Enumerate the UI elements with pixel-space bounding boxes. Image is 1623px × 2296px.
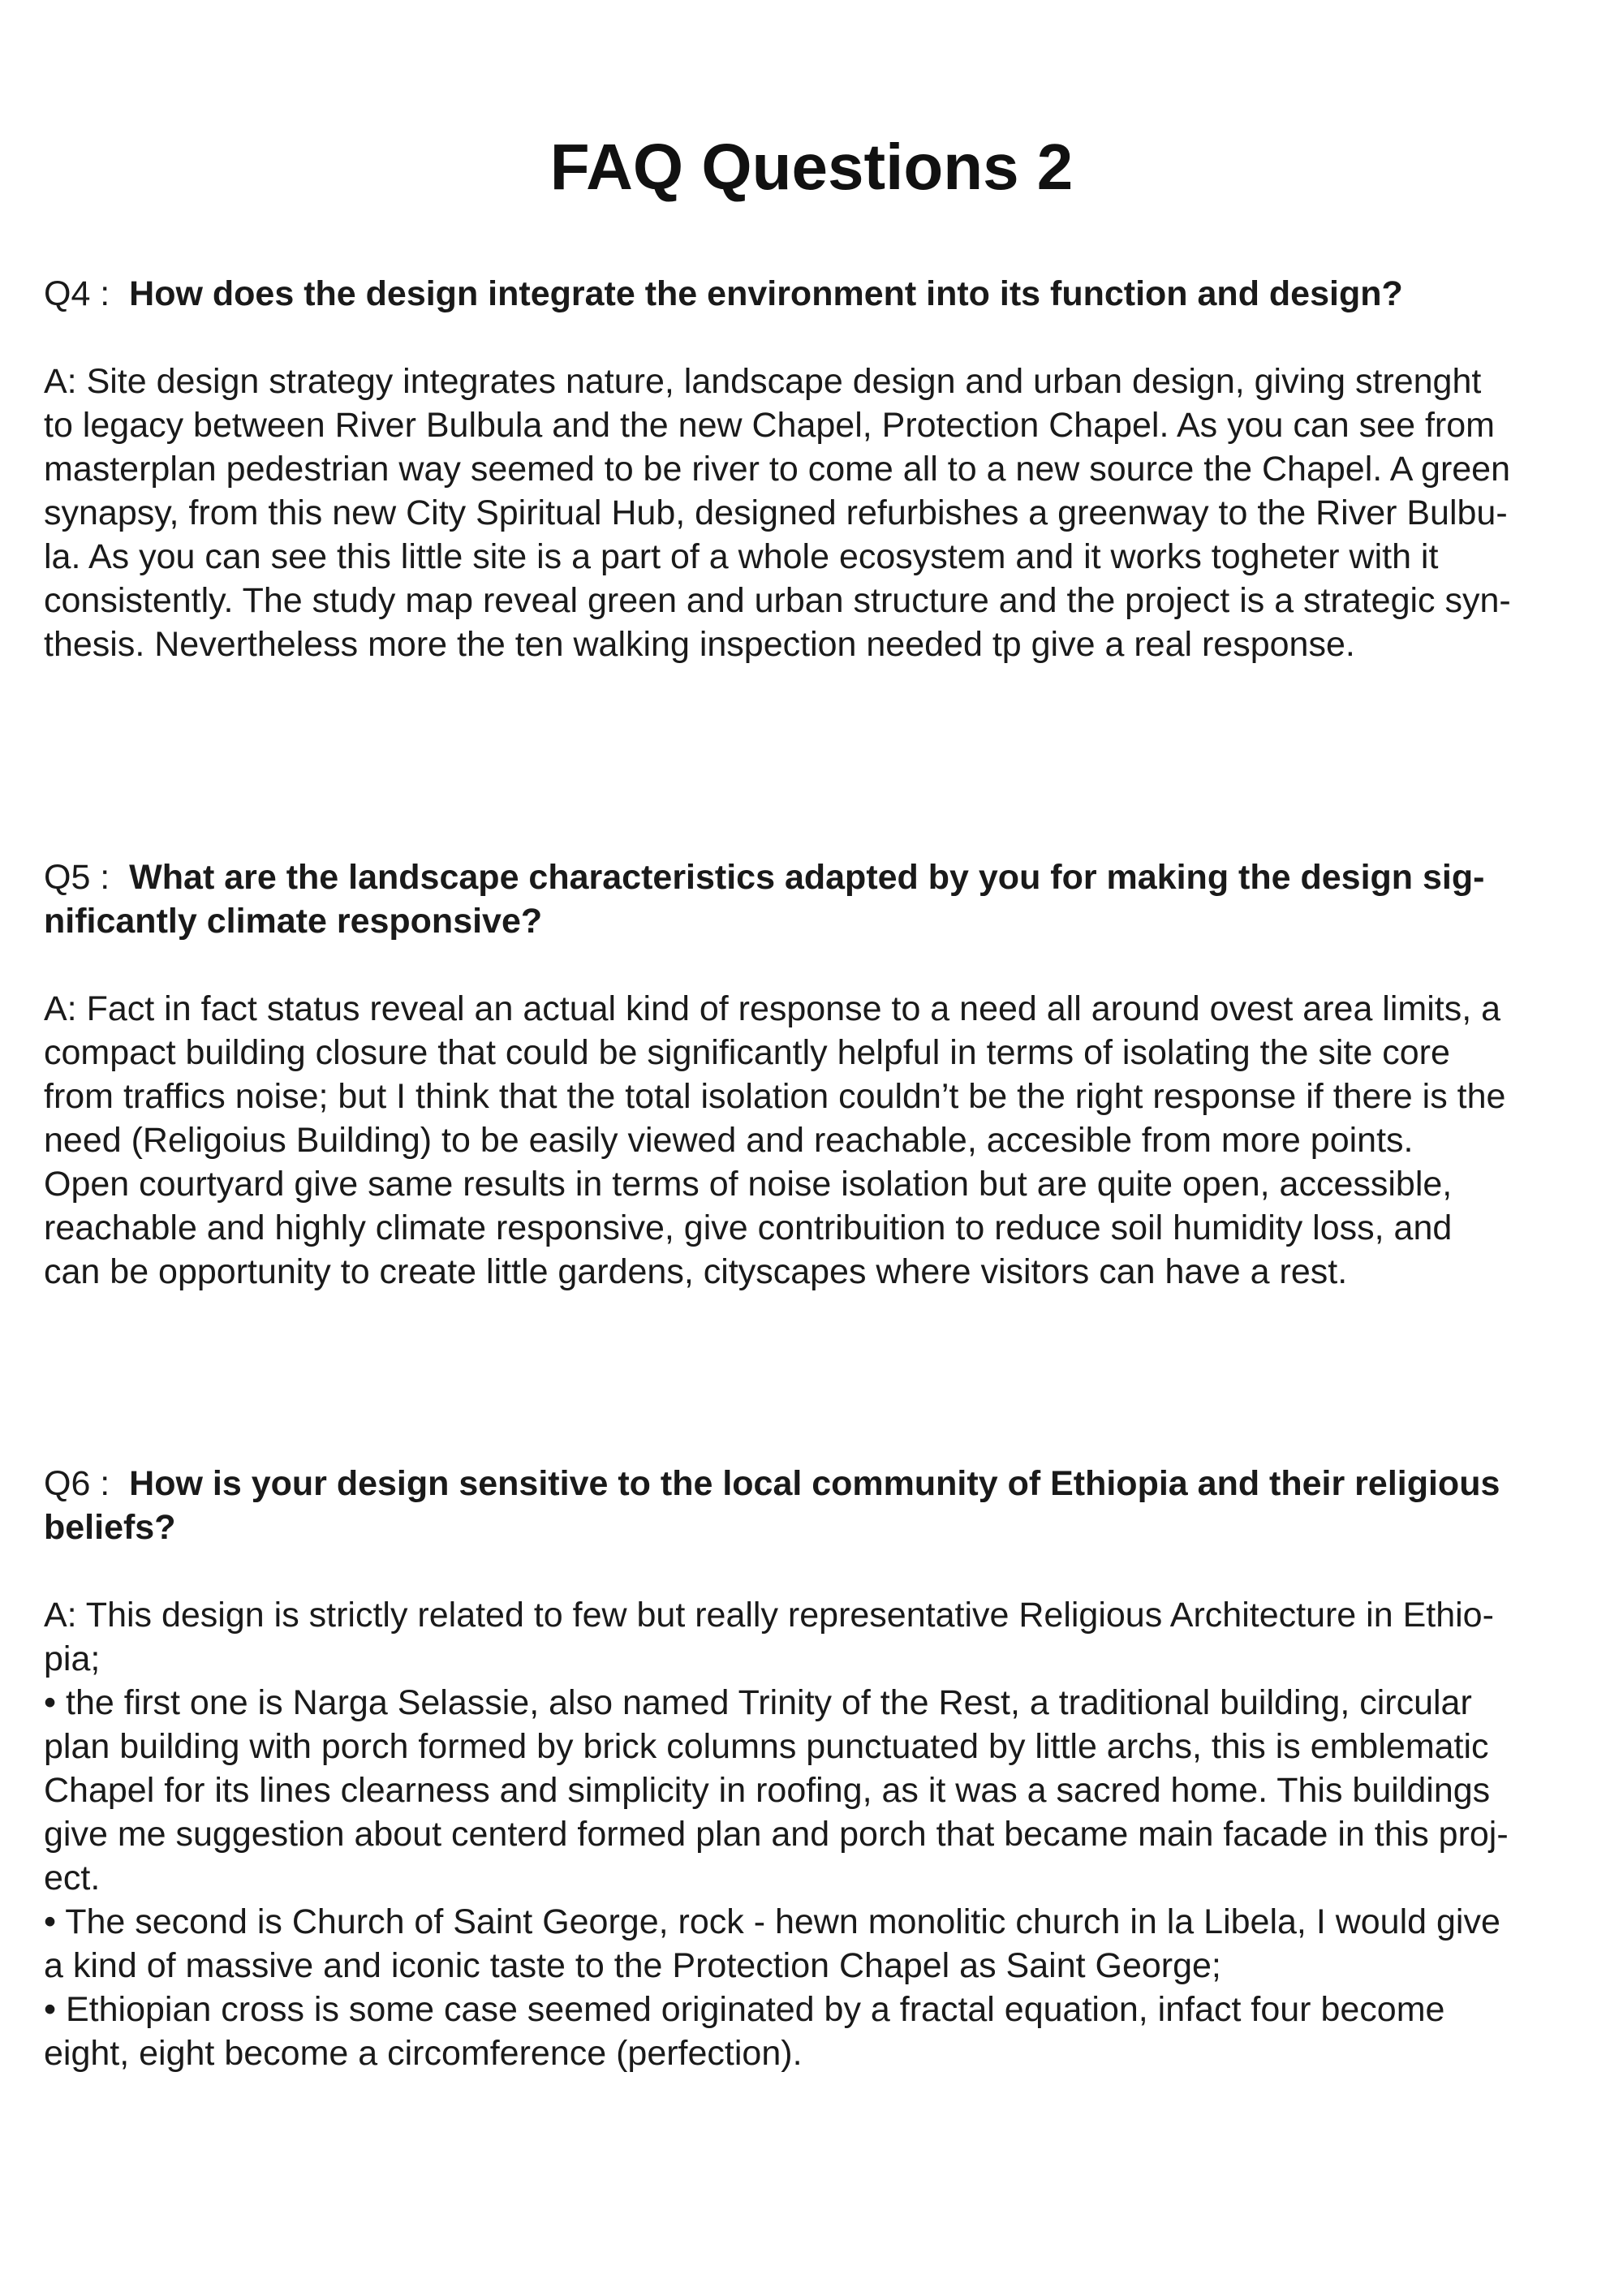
question-q6 — [44, 1462, 1586, 1549]
answer-line: eight, eight become a circomference (perfection). — [44, 2034, 803, 2073]
answer-line: synapsy, from this new City Spiritual Hub, designed refurbishes a greenway to the River Bulbu- — [44, 493, 1508, 532]
question-q4 — [44, 272, 1586, 316]
answer-line: to legacy between River Bulbula and the new Chapel, Protection Chapel. As you can see from — [44, 406, 1495, 445]
question-text-continued: beliefs? — [44, 1508, 176, 1547]
answer-q4 — [44, 360, 1586, 666]
answer-line: Open courtyard give same results in terms of noise isolation but are quite open, accessible, — [44, 1165, 1453, 1204]
question-number: Q4 : — [44, 274, 110, 313]
answer-line: compact building closure that could be significantly helpful in terms of isolating the site core — [44, 1033, 1450, 1072]
faq-section-q6 — [44, 1462, 1586, 2075]
answer-line: • The second is Church of Saint George, rock - hewn monolitic church in la Libela, I would give — [44, 1902, 1500, 1941]
answer-line: Chapel for its lines clearness and simplicity in roofing, as it was a sacred home. This buildings — [44, 1771, 1491, 1810]
answer-line: pia; — [44, 1639, 101, 1678]
faq-section-q5 — [44, 855, 1586, 1294]
question-number: Q6 : — [44, 1464, 110, 1503]
answer-line: A: Fact in fact status reveal an actual kind of response to a need all around ovest area limits, a — [44, 989, 1501, 1028]
question-q5 — [44, 855, 1586, 943]
question-text: What are the landscape characteristics adapted by you for making the design sig- — [129, 858, 1485, 897]
question-text-continued: nificantly climate responsive? — [44, 902, 543, 941]
question-number: Q5 : — [44, 858, 110, 897]
answer-line: ect. — [44, 1859, 101, 1898]
answer-line: consistently. The study map reveal green and urban structure and the project is a strategic syn- — [44, 581, 1511, 620]
question-text: How does the design integrate the environment into its function and design? — [129, 274, 1403, 313]
answer-q5 — [44, 987, 1586, 1294]
answer-line: from traffics noise; but I think that the total isolation couldn’t be the right response if there is the — [44, 1077, 1506, 1116]
faq-section-q4 — [44, 272, 1586, 666]
answer-line: A: Site design strategy integrates nature, landscape design and urban design, giving strenght — [44, 362, 1482, 401]
answer-line: A: This design is strictly related to few but really representative Religious Architecture in Ethio- — [44, 1596, 1494, 1635]
question-text: How is your design sensitive to the local community of Ethiopia and their religious — [129, 1464, 1500, 1503]
answer-line: masterplan pedestrian way seemed to be river to come all to a new source the Chapel. A green — [44, 450, 1511, 489]
answer-line: can be opportunity to create little gardens, cityscapes where visitors can have a rest. — [44, 1252, 1348, 1291]
answer-line: need (Religoius Building) to be easily viewed and reachable, accesible from more points. — [44, 1121, 1414, 1160]
answer-line: • the first one is Narga Selassie, also named Trinity of the Rest, a traditional building, circular — [44, 1683, 1472, 1722]
answer-line: thesis. Nevertheless more the ten walking inspection needed tp give a real response. — [44, 625, 1355, 664]
answer-line: a kind of massive and iconic taste to the Protection Chapel as Saint George; — [44, 1946, 1221, 1985]
answer-q6 — [44, 1593, 1586, 2075]
answer-line: la. As you can see this little site is a part of a whole ecosystem and it works togheter with it — [44, 537, 1439, 576]
page-title: FAQ Questions 2 — [549, 130, 1074, 203]
answer-line: plan building with porch formed by brick columns punctuated by little archs, this is emblematic — [44, 1727, 1489, 1766]
answer-line: give me suggestion about centerd formed plan and porch that became main facade in this proj- — [44, 1815, 1509, 1854]
answer-line: • Ethiopian cross is some case seemed originated by a fractal equation, infact four become — [44, 1990, 1445, 2029]
answer-line: reachable and highly climate responsive, give contribuition to reduce soil humidity loss, and — [44, 1208, 1453, 1247]
